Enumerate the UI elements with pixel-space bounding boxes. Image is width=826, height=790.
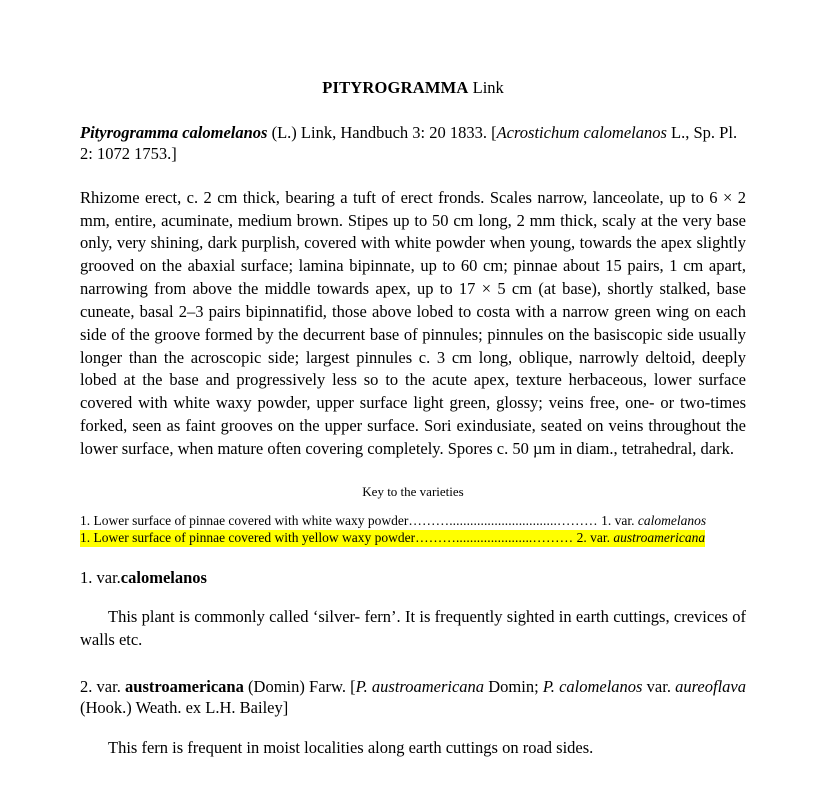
key-line-1	[80, 513, 706, 530]
key-line-2	[80, 530, 705, 547]
genus-authority: Link	[472, 78, 504, 97]
variety-2-synonym-3: aureoflava	[675, 676, 746, 696]
variety-2-mid-1: Domin;	[484, 676, 543, 696]
variety-1-number: 1. var.	[80, 567, 121, 587]
key-line-2-result: 2. var.	[573, 530, 614, 546]
key-line-2-lead: 1. Lower surface of pinnae covered with yellow waxy powder	[80, 530, 416, 546]
species-heading	[80, 98, 746, 165]
key-line-1-taxon: calomelanos	[637, 513, 707, 529]
variety-2-heading	[80, 652, 746, 719]
variety-2-tail: (Hook.) Weath. ex L.H. Bailey]	[80, 698, 289, 718]
variety-1-heading	[80, 547, 746, 588]
variety-2-note: This fern is frequent in moist localities along earth cuttings on road sides.	[108, 737, 594, 757]
page-title	[80, 0, 746, 98]
species-citation-before: (L.) Link, Handbuch 3: 20 1833. [	[267, 122, 497, 142]
variety-2-authority: (Domin) Farw. [	[243, 676, 356, 696]
key-line-1-leader: ………...............................………	[408, 513, 598, 529]
species-citation-after: L., Sp. Pl. 2: 1072 1753.]	[80, 122, 738, 164]
variety-2-synonym-1: P. austroamericana	[355, 676, 485, 696]
variety-1-epithet: calomelanos	[120, 567, 207, 587]
variety-2-synonym-2: P. calomelanos	[542, 676, 643, 696]
species-basionym: Acrostichum calomelanos	[496, 122, 667, 142]
key-line-1-lead: 1. Lower surface of pinnae covered with white waxy powder	[80, 513, 409, 529]
variety-2-number: 2. var.	[80, 676, 126, 696]
variety-2-mid-2: var.	[642, 676, 676, 696]
variety-1-note: This plant is commonly called ‘silver- fern’. It is frequently sighted in earth cuttings, crevices of walls etc.	[80, 607, 746, 650]
key-heading: Key to the varieties	[362, 483, 464, 499]
species-binomial: Pityrogramma calomelanos	[80, 122, 268, 142]
key-line-2-leader: ………......................………	[415, 530, 574, 546]
description-paragraph: Rhizome erect, c. 2 cm thick, bearing a tuft of erect fronds. Scales narrow, lanceolate, up to 6 × 2 mm, entire, acuminate, medium brown. Stipes up to 50 cm long, 2 mm thick, scaly at the very base only, very shining, dark purplish, covered with white powder when young, towards the apex slightly grooved on the abaxial surface; lamina bipinnate, up to 60 cm; pinnae about 15 pairs, 1 cm apart, narrowing from above the middle towards apex, up to 17 × 5 cm (at base), shortly stalked, base cuneate, basal 2–3 pairs bipinnatifid, those above lobed to costa with a narrow green wing on each side of the groove formed by the decurrent base of pinnules; pinnules on the basiscopic side usually longer than the acroscopic side; largest pinnules c. 3 cm long, oblique, narrowly deltoid, deeply lobed at the base and progressively less so to the acute apex, texture herbaceous, lower surface covered with white waxy powder, upper surface light green, glossy; veins free, one- or two-times forked, seen as faint grooves on the upper surface. Sori exindusiate, seated on veins throughout the lower surface, when mature often covering completely. Spores c. 50 µm in diam., tetrahedral, dark.	[80, 187, 746, 458]
genus-name: PITYROGRAMMA	[322, 78, 469, 97]
key-block	[80, 499, 746, 546]
variety-2-epithet: austroamericana	[125, 676, 244, 696]
key-line-1-result: 1. var.	[597, 513, 638, 529]
key-line-2-taxon: austroamericana	[613, 530, 706, 546]
